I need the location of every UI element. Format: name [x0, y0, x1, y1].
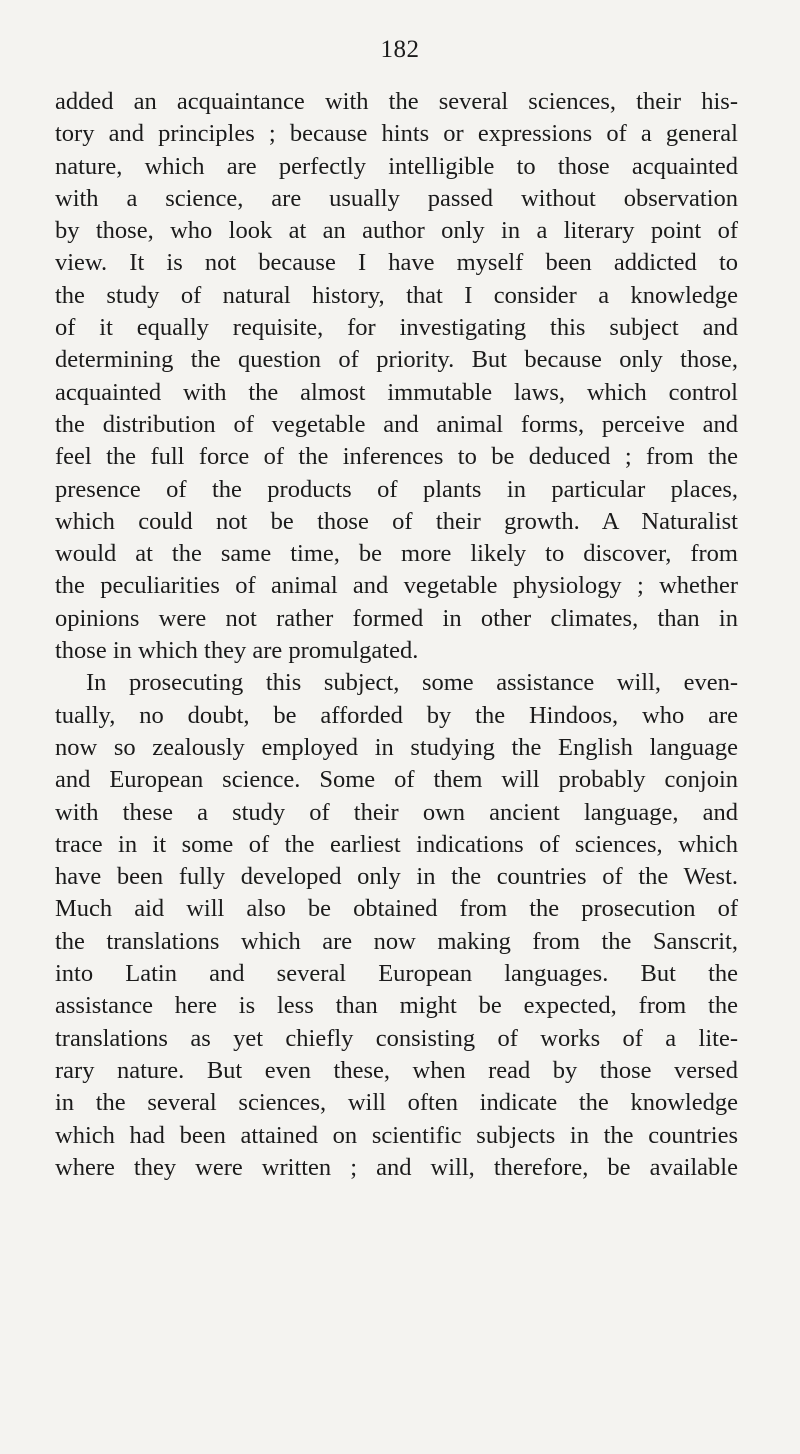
text-line: acquainted with the almost immutable laws, which control	[55, 378, 738, 406]
text-line: which could not be those of their growth. A Naturalist	[55, 507, 738, 535]
text-line: with these a study of their own ancient language, and	[55, 798, 738, 826]
text-line: where they were written ; and will, therefore, be available	[55, 1153, 738, 1181]
text-line: of it equally requisite, for investigating this subject and	[55, 314, 738, 342]
text-line: presence of the products of plants in particular places,	[55, 475, 738, 503]
text-line: trace in it some of the earliest indications of sciences, which	[55, 830, 738, 858]
text-line: Much aid will also be obtained from the prosecution of	[55, 895, 738, 923]
text-line: with a science, are usually passed without observation	[55, 184, 738, 212]
text-line: the distribution of vegetable and animal forms, perceive and	[55, 410, 738, 438]
body-text	[55, 86, 738, 1184]
text-line: tually, no doubt, be afforded by the Hindoos, who are	[55, 701, 738, 729]
text-line: feel the full force of the inferences to be deduced ; from the	[55, 443, 738, 471]
text-line: would at the same time, be more likely to discover, from	[55, 540, 738, 568]
text-line: the study of natural history, that I consider a knowledge	[55, 281, 738, 309]
text-line: and European science. Some of them will probably conjoin	[55, 766, 738, 794]
text-line: rary nature. But even these, when read by those versed	[55, 1056, 738, 1084]
text-line: opinions were not rather formed in other climates, than in	[55, 604, 738, 632]
text-line: now so zealously employed in studying the English language	[55, 733, 738, 761]
text-line: added an acquaintance with the several sciences, their his-	[55, 88, 738, 115]
text-line: determining the question of priority. But because only those,	[55, 346, 738, 374]
text-line: assistance here is less than might be expected, from the	[55, 992, 738, 1020]
text-line: in the several sciences, will often indicate the knowledge	[55, 1089, 738, 1117]
text-line: the peculiarities of animal and vegetable physiology ; whether	[55, 572, 738, 600]
text-line: the translations which are now making from the Sanscrit,	[55, 927, 738, 955]
text-line: which had been attained on scientific subjects in the countries	[55, 1121, 738, 1149]
paragraph-end-line: those in which they are promulgated.	[55, 637, 419, 665]
text-line: have been fully developed only in the countries of the West.	[55, 863, 738, 891]
paragraph-start-line: In prosecuting this subject, some assistance will, even-	[86, 669, 738, 697]
text-line: view. It is not because I have myself been addicted to	[55, 249, 738, 277]
text-line: nature, which are perfectly intelligible to those acquainted	[55, 152, 738, 180]
text-line: by those, who look at an author only in a literary point of	[55, 217, 738, 245]
text-line: tory and principles ; because hints or expressions of a general	[55, 120, 738, 148]
text-line: into Latin and several European languages. But the	[55, 960, 738, 988]
text-line: translations as yet chiefly consisting of works of a lite-	[55, 1024, 738, 1052]
page-number: 182	[380, 36, 420, 63]
